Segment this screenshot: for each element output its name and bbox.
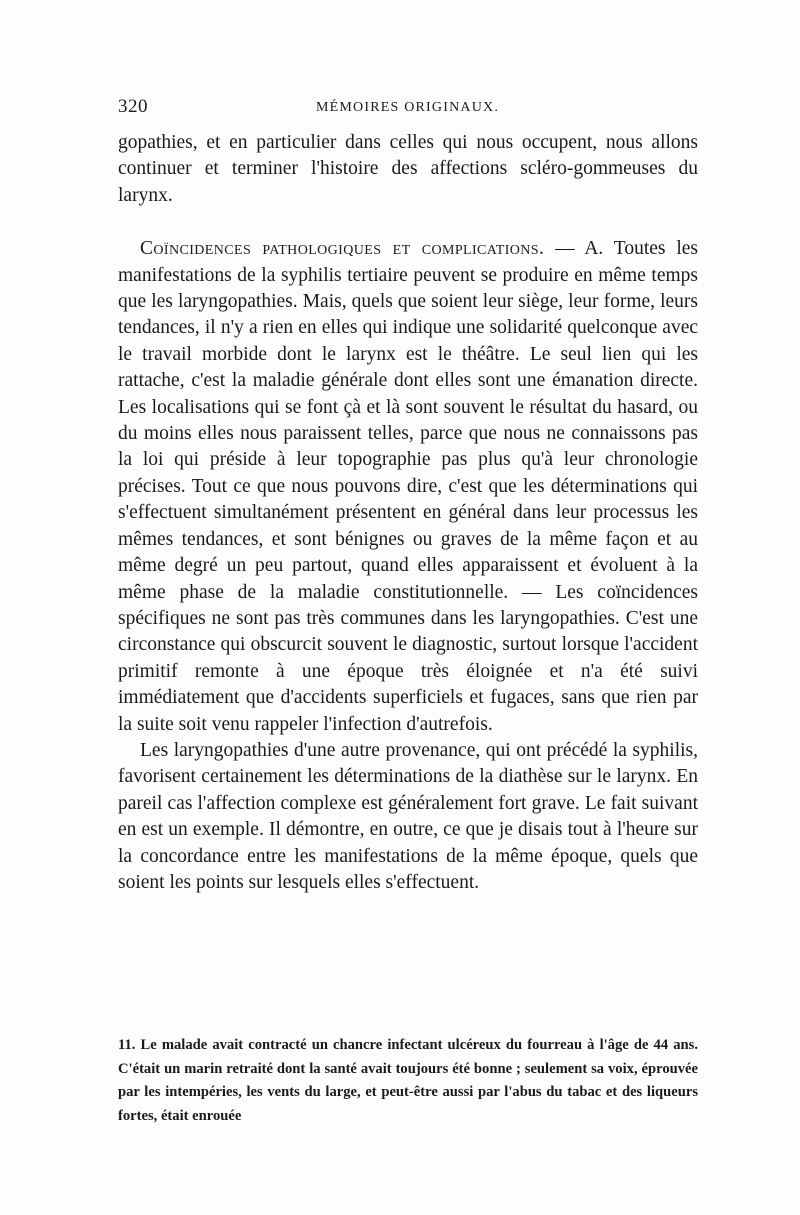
section-title: Coïncidences pathologiques et complications. — [140, 238, 545, 260]
footnote: 11. Le malade avait contracté un chancre infectant ulcéreux du fourreau à l'âge de 44 ans. C'était un marin retraité dont la santé avait toujours été bonne ; seulement sa voix, éprouvée par les intempéries, les vents du large, et peut-être aussi par l'abus du tabac et des liqueurs fortes, était enrouée — [118, 1037, 698, 1124]
running-head — [118, 96, 698, 124]
body-text — [118, 130, 698, 896]
paragraph-coincidences — [118, 236, 698, 738]
paragraph-laryngopathies: Les laryngopathies d'une autre provenance, qui ont précédé la syphilis, favorisent certainement les déterminations de la diathèse sur le larynx. En pareil cas l'affection complexe est généralement fort grave. Le fait suivant en est un exemple. Il démontre, en outre, ce que je disais tout à l'heure sur la concordance entre les manifestations de la même époque, quels que soient les points sur lesquels elles s'effectuent. — [118, 739, 698, 893]
paragraph-continued: gopathies, et en particulier dans celles qui nous occupent, nous allons continuer et terminer l'histoire des affections scléro-gommeuses du larynx. — [118, 132, 698, 206]
page-number: 320 — [118, 96, 148, 117]
paragraph-coincidences-text: — A. Toutes les manifestations de la syphilis tertiaire peuvent se produire en même temps que les laryngopathies. Mais, quels que soient leur siège, leur forme, leurs tendances, il n'y a rien en elles qui indique une solidarité quelconque avec le travail morbide dont le larynx est le théâtre. Le seul lien qui les rattache, c'est la maladie générale dont elles sont une émanation directe. Les localisations qui se font çà et là sont souvent le résultat du hasard, ou du moins elles nous paraissent telles, parce que nous ne connaissons pas la loi qui préside à leur topographie pas plus qu'à leur chronologie précises. Tout ce que nous pouvons dire, c'est que les déterminations qui s'effectuent simultanément présentent en général dans leur processus les mêmes tendances, et sont bénignes ou graves de la même façon et au même degré un peu partout, quand elles apparaissent et évoluent à la même phase de la maladie constitutionnelle. — Les coïncidences spécifiques ne sont pas très communes dans les laryngopathies. C'est une circonstance qui obscurcit souvent le diagnostic, surtout lorsque l'accident primitif remonte à une époque très éloignée et n'a été suivi immédiatement que d'accidents superficiels et fugaces, sans que rien par la suite soit venu rappeler l'infection d'autrefois. — [118, 238, 698, 735]
running-title: MÉMOIRES ORIGINAUX. — [316, 100, 500, 115]
